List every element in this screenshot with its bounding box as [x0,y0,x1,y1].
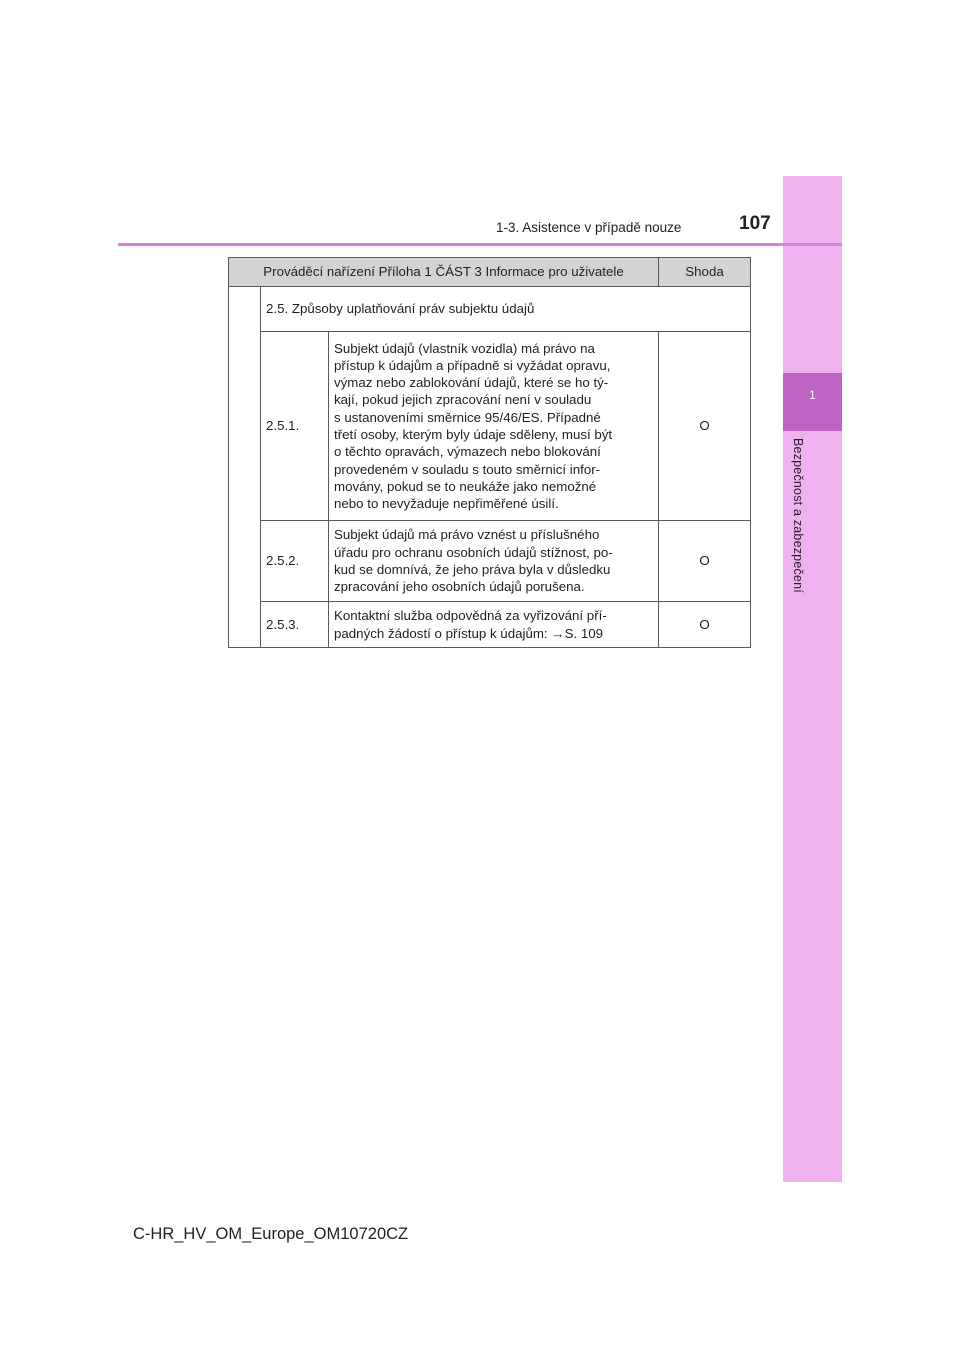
section-title: 1-3. Asistence v případě nouze [496,220,682,235]
table-indent-cell [229,287,261,648]
row-text-line: Kontaktní služba odpovědná za vyřizování pří- [334,608,607,624]
row-number: 2.5.2. [261,521,329,602]
row-text-line: padných žádostí o přístup k údajům: →S. 109 [334,625,604,641]
table-header-shoda: Shoda [659,258,751,287]
chapter-label: Bezpečnost a zabezpečení [791,438,805,593]
table-header-row [229,258,751,287]
row-text-line: kají, pokud jejich zpracování není v souladu [334,392,592,408]
row-text-line: úřadu pro ochranu osobních údajů stížnost, po- [334,544,613,560]
row-text-line: s ustanoveními směrnice 95/46/ES. Případné [334,409,601,425]
row-text-line: zpracování jeho osobních údajů porušena. [334,579,585,595]
table-row [229,521,751,602]
document-code: C-HR_HV_OM_Europe_OM10720CZ [133,1225,409,1243]
row-number: 2.5.1. [261,332,329,521]
row-shoda: O [659,332,751,521]
chapter-number-box [783,373,842,431]
row-shoda: O [659,602,751,648]
row-text [329,602,659,648]
chapter-side-tab [783,176,842,1182]
row-text-line: Subjekt údajů má právo vznést u příslušného [334,527,600,543]
row-number: 2.5.3. [261,602,329,648]
header-rule [118,243,842,246]
page-number: 107 [739,213,771,234]
row-text-line: movány, pokud se to neukáže jako nemožné [334,478,597,494]
row-text-line: o těchto opravách, výmazech nebo blokování [334,444,601,460]
table-row [229,332,751,521]
row-text-line: výmaz nebo zablokování údajů, které se ho tý- [334,375,609,391]
row-text-line: kud se domnívá, že jeho práva byla v důsledku [334,562,611,577]
row-text-line: třetí osoby, kterým byly údaje sděleny, musí být [334,427,613,442]
row-text-line: nebo to nevyžaduje nepřiměřené úsilí. [334,496,559,512]
row-text-line: přístup k údajům a případně si vyžádat opravu, [334,357,611,373]
row-text [329,521,659,602]
chapter-number: 1 [809,388,816,402]
table-section-row [229,287,751,332]
section-row-text: 2.5. Způsoby uplatňování práv subjektu údajů [261,287,751,332]
table-header-main: Prováděcí nařízení Příloha 1 ČÁST 3 Informace pro uživatele [229,258,659,287]
table-row [229,602,751,648]
info-table [228,257,751,648]
row-shoda: O [659,521,751,602]
row-text [329,332,659,521]
row-text-line: provedeném v souladu s touto směrnicí infor- [334,461,601,477]
row-text-line: Subjekt údajů (vlastník vozidla) má právo na [334,340,595,356]
